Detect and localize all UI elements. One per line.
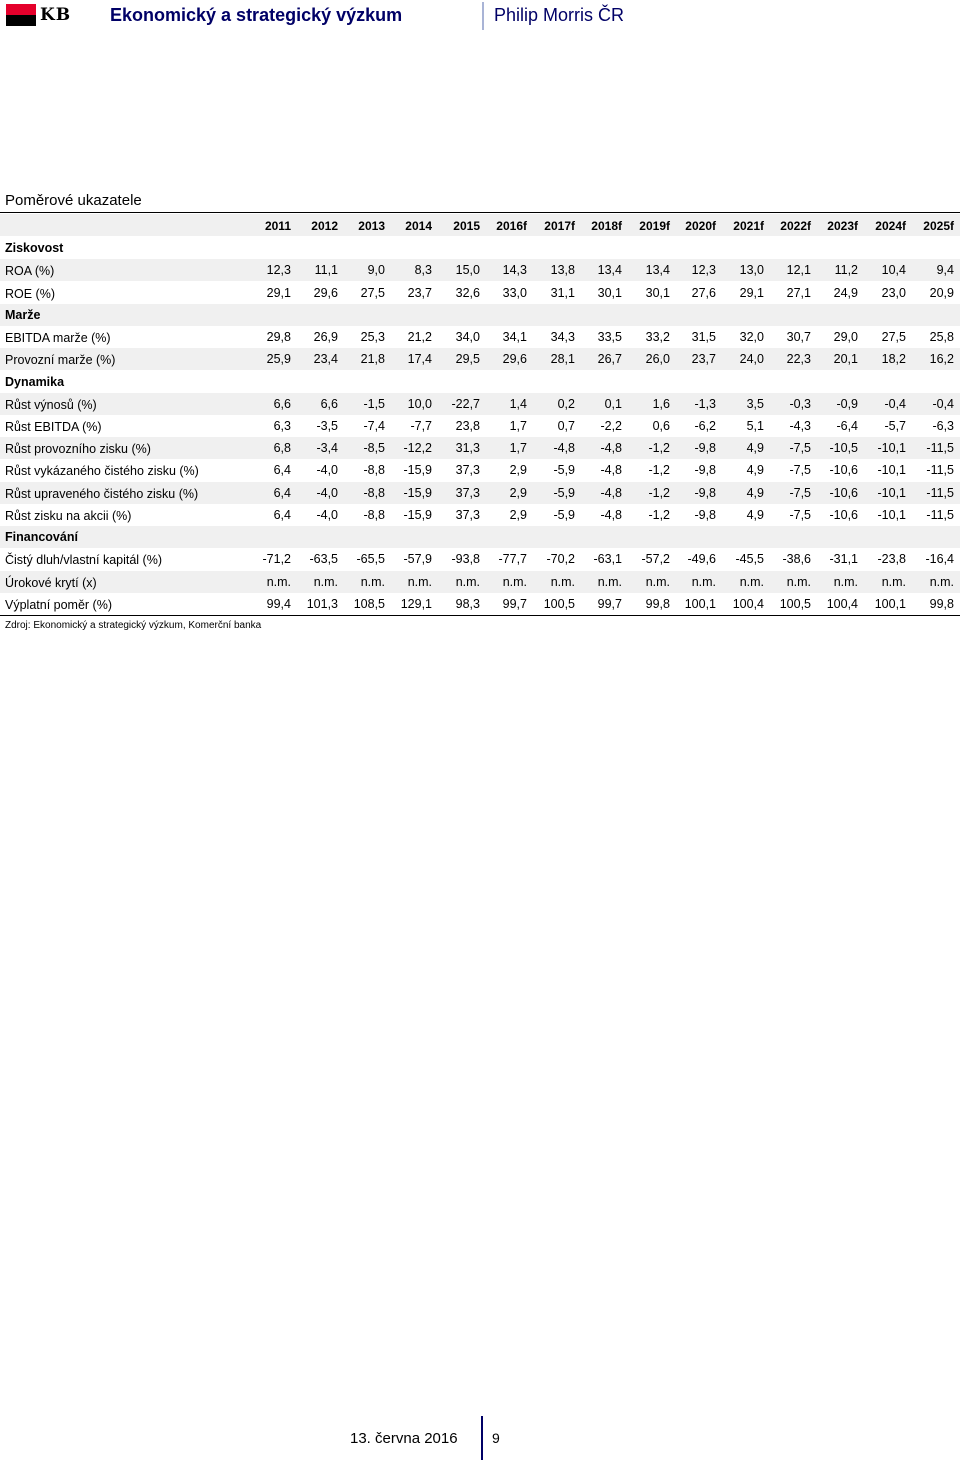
table-cell: 1,7 (509, 419, 527, 433)
table-cell: 37,3 (455, 486, 480, 500)
table-cell: 29,6 (502, 352, 527, 366)
row-label: EBITDA marže (%) (5, 331, 111, 345)
table-cell: 26,7 (597, 352, 622, 366)
table-cell: -0,3 (789, 397, 811, 411)
table-cell: -9,8 (694, 508, 716, 522)
table-cell: n.m. (645, 575, 670, 589)
year-header-cell: 2016f (496, 219, 527, 233)
table-cell: 99,7 (597, 597, 622, 611)
table-cell: 4,9 (746, 508, 764, 522)
table-cell: -57,2 (641, 552, 670, 566)
table-cell: -16,4 (925, 552, 954, 566)
table-cell: 22,3 (786, 352, 811, 366)
table-cell: -4,3 (789, 419, 811, 433)
year-header-row (0, 214, 960, 236)
table-cell: -5,9 (553, 463, 575, 477)
table-cell: 12,3 (691, 263, 716, 277)
table-cell: 2,9 (509, 463, 527, 477)
table-cell: -71,2 (262, 552, 291, 566)
year-header-cell: 2017f (544, 219, 575, 233)
table-cell: -6,2 (694, 419, 716, 433)
table-bottom-rule (0, 615, 960, 616)
table-cell: -1,5 (363, 397, 385, 411)
table-cell: 33,2 (645, 330, 670, 344)
table-cell: n.m. (691, 575, 716, 589)
table-cell: -5,7 (884, 419, 906, 433)
table-cell: -11,5 (926, 463, 954, 477)
table-cell: -7,5 (789, 508, 811, 522)
table-cell: 29,1 (739, 286, 764, 300)
title-rule (0, 212, 960, 213)
table-cell: -70,2 (546, 552, 575, 566)
table-cell: 27,5 (881, 330, 906, 344)
page-header (0, 0, 960, 32)
table-cell: 30,1 (645, 286, 670, 300)
table-row (0, 348, 960, 370)
table-cell: 23,4 (313, 352, 338, 366)
table-cell: 11,2 (834, 263, 858, 277)
table-cell: -10,1 (877, 508, 906, 522)
table-cell: 4,9 (746, 441, 764, 455)
table-cell: 99,7 (502, 597, 527, 611)
kb-logo (6, 4, 76, 26)
table-cell: 9,0 (367, 263, 385, 277)
table-cell: -10,6 (829, 508, 858, 522)
table-cell: 34,0 (455, 330, 480, 344)
table-cell: 29,6 (313, 286, 338, 300)
year-header-cell: 2011 (264, 219, 291, 233)
table-cell: -23,8 (877, 552, 906, 566)
table-cell: 29,0 (833, 330, 858, 344)
table-cell: 17,4 (407, 352, 432, 366)
group-heading: Dynamika (5, 375, 65, 389)
row-label: Růst EBITDA (%) (5, 420, 102, 434)
table-cell: -4,0 (316, 486, 338, 500)
table-cell: -1,2 (648, 463, 670, 477)
table-cell: 18,2 (881, 352, 906, 366)
group-heading: Marže (5, 308, 41, 322)
table-cell: -10,5 (829, 441, 858, 455)
table-cell: 37,3 (455, 508, 480, 522)
table-cell: -7,5 (789, 463, 811, 477)
table-cell: -1,2 (648, 441, 670, 455)
table-cell: -0,9 (836, 397, 858, 411)
year-header-cell: 2013 (358, 219, 385, 233)
company-name: Philip Morris ČR (494, 5, 625, 25)
table-cell: 0,6 (652, 419, 670, 433)
table-cell: -15,9 (403, 486, 432, 500)
table-cell: 99,4 (266, 597, 291, 611)
table-cell: 33,5 (597, 330, 622, 344)
table-cell: -7,7 (410, 419, 432, 433)
table-cell: 26,9 (313, 330, 338, 344)
table-row (0, 548, 960, 570)
year-header-cell: 2025f (923, 219, 954, 233)
table-cell: 24,0 (739, 352, 764, 366)
row-label: Růst upraveného čistého zisku (%) (5, 487, 199, 501)
table-cell: -57,9 (403, 552, 432, 566)
table-row (0, 259, 960, 281)
table-cell: -8,5 (363, 441, 385, 455)
table-cell: 23,7 (691, 352, 716, 366)
year-header-cell: 2018f (591, 219, 622, 233)
table-cell: -77,7 (498, 552, 527, 566)
table-cell: n.m. (786, 575, 811, 589)
table-cell: 3,5 (746, 397, 764, 411)
table-cell: 27,6 (691, 286, 716, 300)
table-cell: -10,6 (829, 486, 858, 500)
table-cell: n.m. (739, 575, 764, 589)
table-cell: 6,4 (273, 508, 291, 522)
table-cell: 28,1 (550, 352, 575, 366)
table-cell: n.m. (550, 575, 575, 589)
table-cell: 4,9 (746, 463, 764, 477)
row-label: Výplatní poměr (%) (5, 598, 112, 612)
table-cell: 34,3 (550, 330, 575, 344)
table-cell: -11,5 (926, 441, 954, 455)
table-cell: n.m. (360, 575, 385, 589)
table-cell: 6,6 (320, 397, 338, 411)
table-cell: 98,3 (455, 597, 480, 611)
table-cell: -0,4 (932, 397, 954, 411)
table-cell: 0,1 (604, 397, 622, 411)
table-row (0, 593, 960, 615)
table-cell: 20,1 (833, 352, 858, 366)
table-cell: 129,1 (400, 597, 432, 611)
table-cell: 1,6 (652, 397, 670, 411)
table-cell: 5,1 (746, 419, 764, 433)
table-row (0, 504, 960, 526)
table-cell: 101,3 (306, 597, 338, 611)
table-cell: 31,3 (455, 441, 480, 455)
table-cell: -8,8 (363, 486, 385, 500)
table-cell: 34,1 (502, 330, 527, 344)
table-cell: n.m. (833, 575, 858, 589)
table-cell: 23,8 (455, 419, 480, 433)
table-cell: -45,5 (735, 552, 764, 566)
table-row (0, 393, 960, 415)
table-cell: 23,7 (407, 286, 432, 300)
footer-date: 13. června 2016 (350, 1430, 458, 1447)
table-cell: -7,5 (789, 441, 811, 455)
table-cell: -9,8 (694, 441, 716, 455)
table-cell: 30,1 (597, 286, 622, 300)
table-cell: 12,1 (786, 263, 811, 277)
table-cell: 31,5 (691, 330, 716, 344)
table-cell: 6,4 (273, 486, 291, 500)
table-cell: -3,5 (316, 419, 338, 433)
table-cell: -4,0 (316, 463, 338, 477)
table-cell: -3,4 (316, 441, 338, 455)
table-cell: 8,3 (414, 263, 432, 277)
table-cell: -93,8 (451, 552, 480, 566)
table-cell: 2,9 (509, 508, 527, 522)
table-cell: 24,9 (833, 286, 858, 300)
table-cell: 29,5 (455, 352, 480, 366)
table-cell: 29,8 (266, 330, 291, 344)
table-cell: -5,9 (553, 486, 575, 500)
row-label: Růst provozního zisku (%) (5, 442, 151, 456)
table-cell: 14,3 (502, 263, 527, 277)
table-cell: 6,4 (273, 463, 291, 477)
year-header-cell: 2022f (780, 219, 811, 233)
table-cell: 37,3 (455, 463, 480, 477)
table-cell: -4,8 (600, 463, 622, 477)
table-cell: 26,0 (645, 352, 670, 366)
table-row (0, 415, 960, 437)
table-cell: 100,4 (826, 597, 858, 611)
year-header-cell: 2015 (453, 219, 480, 233)
row-label: Úrokové krytí (x) (5, 576, 97, 590)
table-cell: 99,8 (645, 597, 670, 611)
row-label: Čistý dluh/vlastní kapitál (%) (5, 553, 163, 567)
table-cell: 13,8 (550, 263, 575, 277)
table-cell: 6,3 (273, 419, 291, 433)
header-divider (482, 2, 484, 30)
table-cell: n.m. (597, 575, 622, 589)
table-cell: -4,0 (316, 508, 338, 522)
report-title: Ekonomický a strategický výzkum (110, 5, 403, 25)
table-cell: -22,7 (451, 397, 480, 411)
table-cell: 25,8 (929, 330, 954, 344)
table-cell: -9,8 (694, 486, 716, 500)
page-number: 9 (492, 1430, 500, 1446)
group-heading: Financování (5, 530, 78, 544)
table-cell: 11,1 (314, 263, 338, 277)
table-cell: -4,8 (600, 508, 622, 522)
table-cell: -4,8 (600, 441, 622, 455)
table-cell: 10,4 (881, 263, 906, 277)
table-cell: 13,4 (645, 263, 670, 277)
table-cell: -10,1 (877, 486, 906, 500)
table-cell: 31,1 (550, 286, 575, 300)
table-cell: 100,4 (732, 597, 764, 611)
table-row (0, 282, 960, 304)
kb-logo-mark-icon (6, 4, 36, 26)
table-row (0, 482, 960, 504)
table-cell: -65,5 (356, 552, 385, 566)
table-cell: 20,9 (929, 286, 954, 300)
table-cell: 9,4 (936, 263, 954, 277)
year-header-cell: 2024f (875, 219, 906, 233)
table-cell: 32,0 (739, 330, 764, 344)
table-cell: 100,5 (779, 597, 811, 611)
table-cell: 4,9 (746, 486, 764, 500)
table-cell: 2,9 (509, 486, 527, 500)
group-heading: Ziskovost (5, 241, 64, 255)
table-cell: 1,4 (509, 397, 527, 411)
source-note: Zdroj: Ekonomický a strategický výzkum, Komerční banka (5, 620, 262, 631)
table-cell: -1,2 (648, 508, 670, 522)
table-cell: -38,6 (782, 552, 811, 566)
table-cell: n.m. (929, 575, 954, 589)
row-label: Růst vykázaného čistého zisku (%) (5, 464, 199, 478)
group-heading-row (0, 526, 960, 548)
table-cell: -8,8 (363, 508, 385, 522)
year-header-cell: 2023f (827, 219, 858, 233)
table-cell: -1,3 (694, 397, 716, 411)
table-cell: n.m. (266, 575, 291, 589)
table-cell: 0,2 (557, 397, 575, 411)
table-cell: 23,0 (881, 286, 906, 300)
table-cell: 27,1 (786, 286, 811, 300)
table-cell: 33,0 (502, 286, 527, 300)
table-cell: 13,0 (739, 263, 764, 277)
table-cell: -63,1 (593, 552, 622, 566)
year-header-cell: 2021f (733, 219, 764, 233)
table-cell: 21,2 (407, 330, 432, 344)
row-label: ROE (%) (5, 287, 55, 301)
table-cell: 29,1 (266, 286, 291, 300)
group-heading-row (0, 304, 960, 326)
table-cell: -8,8 (363, 463, 385, 477)
group-heading-row (0, 237, 960, 259)
table-cell: -4,8 (600, 486, 622, 500)
table-cell: n.m. (313, 575, 338, 589)
table-cell: -10,6 (829, 463, 858, 477)
table-cell: 25,3 (360, 330, 385, 344)
table-cell: 13,4 (597, 263, 622, 277)
table-row (0, 571, 960, 593)
table-row (0, 437, 960, 459)
table-cell: 100,5 (543, 597, 575, 611)
table-cell: 100,1 (874, 597, 906, 611)
table-cell: -9,8 (694, 463, 716, 477)
table-cell: -15,9 (403, 508, 432, 522)
table-cell: -1,2 (648, 486, 670, 500)
table-cell: -6,4 (836, 419, 858, 433)
table-cell: n.m. (502, 575, 527, 589)
table-cell: -5,9 (553, 508, 575, 522)
table-cell: n.m. (407, 575, 432, 589)
table-cell: -6,3 (932, 419, 954, 433)
table-cell: 6,8 (273, 441, 291, 455)
table-cell: -4,8 (553, 441, 575, 455)
table-cell: 0,7 (557, 419, 575, 433)
table-cell: 108,5 (353, 597, 385, 611)
table-cell: -2,2 (600, 419, 622, 433)
year-header-cell: 2014 (405, 219, 432, 233)
table-cell: -12,2 (403, 441, 432, 455)
year-header-cell: 2012 (311, 219, 338, 233)
table-cell: 15,0 (455, 263, 480, 277)
table-cell: -11,5 (926, 486, 954, 500)
table-row (0, 459, 960, 481)
table-cell: n.m. (455, 575, 480, 589)
year-header-cell: 2020f (685, 219, 716, 233)
table-cell: 6,6 (273, 397, 291, 411)
table-cell: 10,0 (407, 397, 432, 411)
table-cell: -15,9 (403, 463, 432, 477)
table-cell: 99,8 (929, 597, 954, 611)
kb-logo-text: KB (40, 5, 72, 25)
year-header-cell: 2019f (639, 219, 670, 233)
table-cell: -7,5 (789, 486, 811, 500)
table-cell: 16,2 (929, 352, 954, 366)
table-cell: 30,7 (786, 330, 811, 344)
table-cell: 32,6 (455, 286, 480, 300)
table-cell: 12,3 (266, 263, 291, 277)
table-cell: -7,4 (363, 419, 385, 433)
table-cell: -10,1 (877, 441, 906, 455)
row-label: Provozní marže (%) (5, 353, 116, 367)
table-cell: -0,4 (884, 397, 906, 411)
table-cell: -49,6 (687, 552, 716, 566)
table-cell: 1,7 (509, 441, 527, 455)
group-heading-row (0, 371, 960, 393)
footer-divider (481, 1416, 483, 1460)
table-cell: 25,9 (266, 352, 291, 366)
section-title: Poměrové ukazatele (5, 192, 142, 209)
table-cell: n.m. (881, 575, 906, 589)
table-cell: 27,5 (360, 286, 385, 300)
table-cell: -63,5 (309, 552, 338, 566)
table-cell: -31,1 (829, 552, 858, 566)
table-row (0, 326, 960, 348)
row-label: ROA (%) (5, 264, 55, 278)
table-cell: -11,5 (926, 508, 954, 522)
row-label: Růst zisku na akcii (%) (5, 509, 132, 523)
table-cell: 100,1 (684, 597, 716, 611)
row-label: Růst výnosů (%) (5, 398, 97, 412)
table-cell: -10,1 (877, 463, 906, 477)
table-cell: 21,8 (360, 352, 385, 366)
